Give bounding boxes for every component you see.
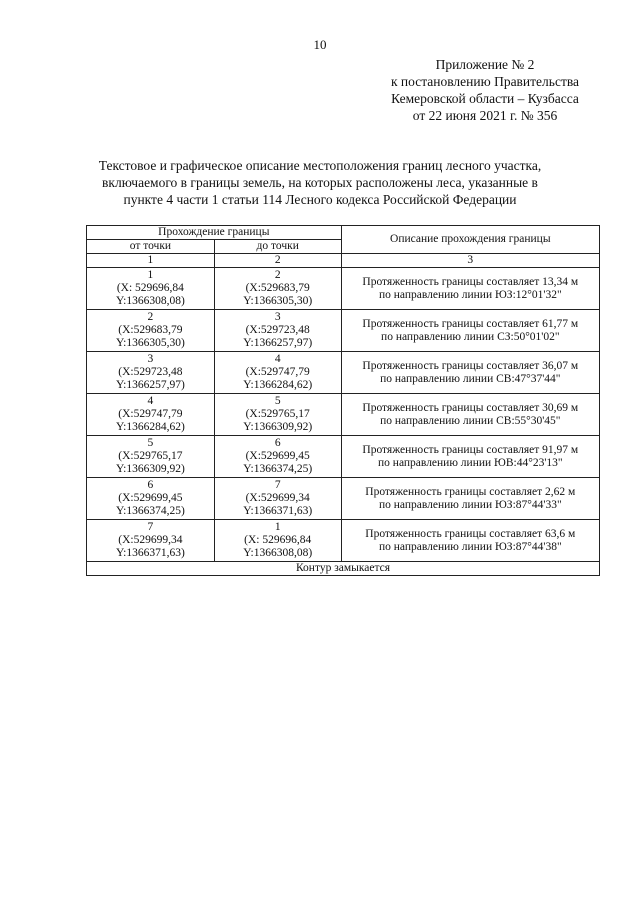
- point-number: 7: [274, 479, 281, 491]
- column-number-row: [87, 254, 600, 268]
- point-number: 6: [147, 479, 154, 491]
- column-number: 2: [214, 254, 341, 268]
- document-title: [80, 157, 560, 208]
- appendix-line-1: Приложение № 2: [435, 57, 535, 72]
- point-x: (X:529683,79: [245, 282, 310, 294]
- point-y: Y:1366374,25): [243, 463, 313, 475]
- description-cell: [341, 478, 599, 520]
- from-point-cell: [87, 394, 215, 436]
- point-number: 5: [274, 395, 281, 407]
- description-direction: по направлению линии ЮЗ:87°44'38": [378, 540, 562, 553]
- point-y: Y:1366305,30): [115, 337, 185, 349]
- appendix-line-3: Кемеровской области – Кузбасса: [391, 91, 579, 106]
- table-row: [87, 436, 600, 478]
- point-x: (X:529723,48: [118, 366, 183, 378]
- point-y: Y:1366305,30): [243, 295, 313, 307]
- point-y: Y:1366309,92): [115, 463, 185, 475]
- contour-closed-note: Контур замыкается: [87, 562, 600, 576]
- point-number: 2: [274, 269, 281, 281]
- from-point-cell: [87, 352, 215, 394]
- from-point-cell: [87, 478, 215, 520]
- title-line-3: пункте 4 части 1 статьи 114 Лесного кодекса Российской Федерации: [123, 192, 517, 207]
- point-y: Y:1366284,62): [243, 379, 313, 391]
- point-number: 1: [274, 521, 281, 533]
- description-direction: по направлению линии ЮЗ:12°01'32": [378, 288, 562, 301]
- point-x: (X:529699,34: [118, 534, 183, 546]
- to-point-cell: [214, 268, 341, 310]
- description-cell: [341, 436, 599, 478]
- point-x: (X:529765,17: [245, 408, 310, 420]
- table-row: [87, 394, 600, 436]
- point-number: 2: [147, 311, 154, 323]
- point-number: 1: [147, 269, 154, 281]
- point-x: (X:529747,79: [118, 408, 183, 420]
- point-y: Y:1366309,92): [243, 421, 313, 433]
- point-x: (X: 529696,84: [116, 282, 184, 294]
- to-point-cell: [214, 436, 341, 478]
- boundary-table-body: [87, 226, 600, 576]
- point-y: Y:1366257,97): [243, 337, 313, 349]
- point-y: Y:1366371,63): [115, 547, 185, 559]
- point-x: (X:529747,79: [245, 366, 310, 378]
- point-number: 4: [274, 353, 281, 365]
- footer-row: [87, 562, 600, 576]
- appendix-line-2: к постановлению Правительства: [390, 74, 580, 89]
- point-x: (X:529699,45: [118, 492, 183, 504]
- description-cell: [341, 520, 599, 562]
- description-direction: по направлению линии ЮВ:44°23'13": [378, 456, 563, 469]
- header-description: Описание прохождения границы: [341, 226, 599, 254]
- description-cell: [341, 310, 599, 352]
- point-y: Y:1366371,63): [243, 505, 313, 517]
- point-x: (X:529723,48: [245, 324, 310, 336]
- point-y: Y:1366374,25): [115, 505, 185, 517]
- point-x: (X: 529696,84: [244, 534, 312, 546]
- description-length: Протяженность границы составляет 30,69 м: [362, 401, 579, 414]
- point-x: (X:529699,34: [245, 492, 310, 504]
- point-number: 4: [147, 395, 154, 407]
- description-length: Протяженность границы составляет 36,07 м: [362, 359, 579, 372]
- table-row: [87, 352, 600, 394]
- table-row: [87, 268, 600, 310]
- from-point-cell: [87, 268, 215, 310]
- point-number: 3: [274, 311, 281, 323]
- description-direction: по направлению линии СВ:55°30'45": [380, 414, 561, 427]
- to-point-cell: [214, 394, 341, 436]
- point-y: Y:1366257,97): [115, 379, 185, 391]
- boundary-table: [86, 225, 600, 576]
- point-number: 7: [147, 521, 154, 533]
- description-direction: по направлению линии СВ:47°37'44": [380, 372, 561, 385]
- to-point-cell: [214, 352, 341, 394]
- description-cell: [341, 268, 599, 310]
- from-point-cell: [87, 436, 215, 478]
- from-point-cell: [87, 520, 215, 562]
- description-length: Протяженность границы составляет 61,77 м: [362, 317, 579, 330]
- table-row: [87, 520, 600, 562]
- table-row: [87, 310, 600, 352]
- title-line-1: Текстовое и графическое описание местоположения границ лесного участка,: [98, 158, 542, 173]
- page-number: 10: [313, 37, 327, 52]
- point-number: 3: [147, 353, 154, 365]
- point-number: 5: [147, 437, 154, 449]
- table-row: [87, 478, 600, 520]
- header-passage: Прохождение границы: [87, 226, 342, 240]
- description-cell: [341, 352, 599, 394]
- point-x: (X:529699,45: [245, 450, 310, 462]
- appendix-block: [360, 56, 610, 124]
- description-length: Протяженность границы составляет 63,6 м: [365, 527, 576, 540]
- description-direction: по направлению линии ЮЗ:87°44'33": [378, 498, 562, 511]
- column-number: 3: [341, 254, 599, 268]
- description-cell: [341, 394, 599, 436]
- point-number: 6: [274, 437, 281, 449]
- from-point-cell: [87, 310, 215, 352]
- to-point-cell: [214, 478, 341, 520]
- appendix-line-4: от 22 июня 2021 г. № 356: [412, 108, 558, 123]
- description-length: Протяженность границы составляет 2,62 м: [365, 485, 576, 498]
- to-point-cell: [214, 310, 341, 352]
- point-y: Y:1366308,08): [243, 547, 313, 559]
- title-line-2: включаемого в границы земель, на которых расположены леса, указанные в: [102, 175, 538, 190]
- description-length: Протяженность границы составляет 91,97 м: [362, 443, 579, 456]
- column-number: 1: [87, 254, 215, 268]
- header-to-point: до точки: [214, 240, 341, 254]
- point-x: (X:529765,17: [118, 450, 183, 462]
- header-from-point: от точки: [87, 240, 215, 254]
- point-y: Y:1366308,08): [115, 295, 185, 307]
- description-direction: по направлению линии СЗ:50°01'02": [381, 330, 560, 343]
- to-point-cell: [214, 520, 341, 562]
- description-length: Протяженность границы составляет 13,34 м: [362, 275, 579, 288]
- point-x: (X:529683,79: [118, 324, 183, 336]
- header-row-1: [87, 226, 600, 240]
- point-y: Y:1366284,62): [115, 421, 185, 433]
